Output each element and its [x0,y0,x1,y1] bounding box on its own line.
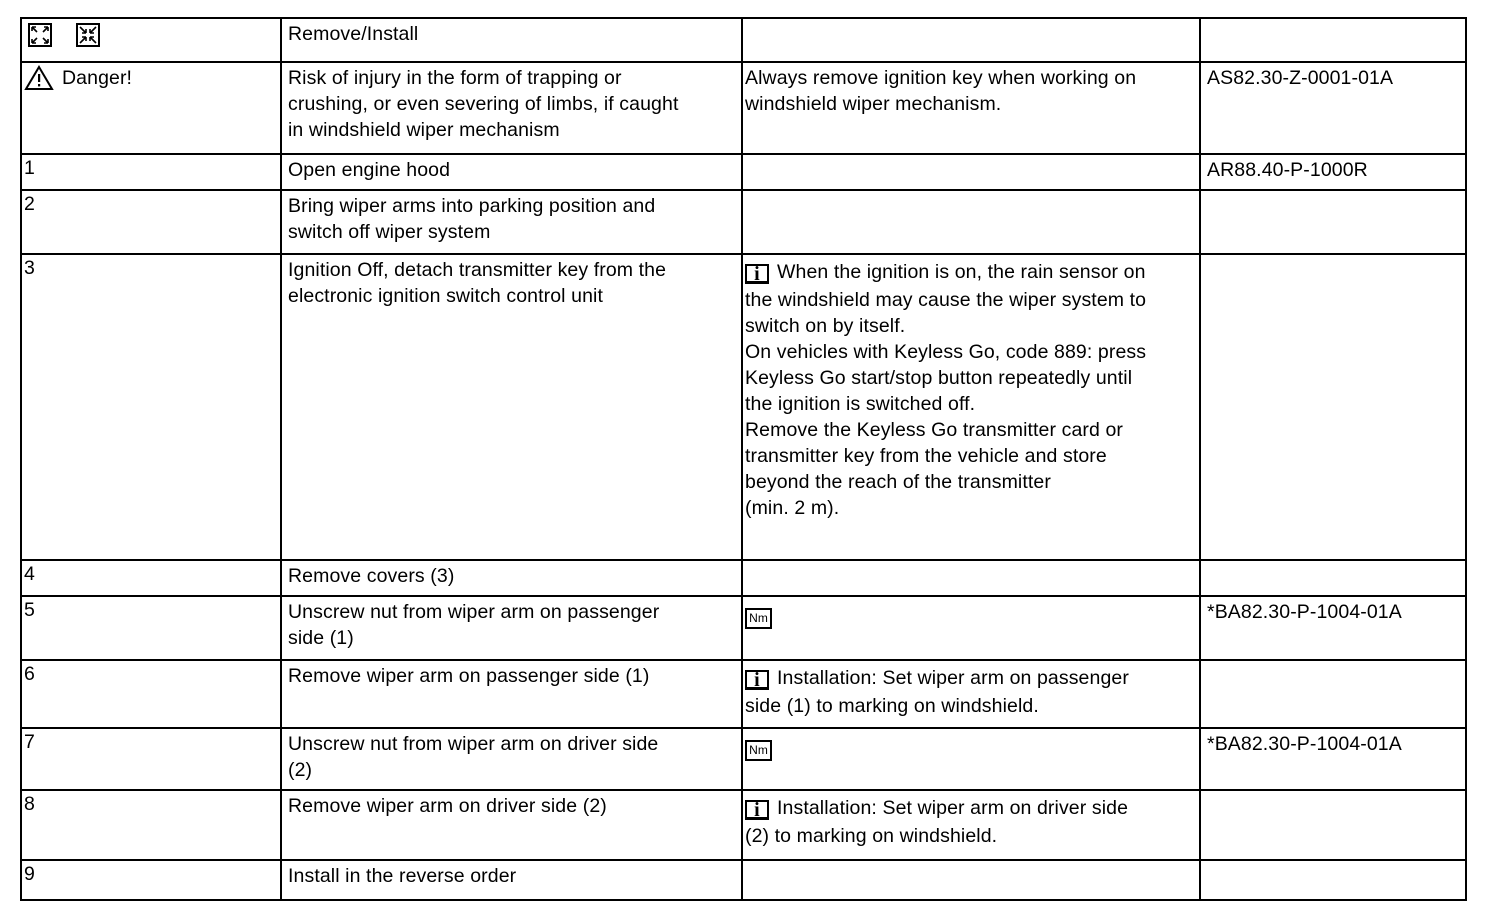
step-number: 1 [21,154,281,190]
text-line: Open engine hood [288,159,451,181]
danger-reference[interactable]: AS82.30-Z-0001-01A [1200,62,1466,154]
step-reference [1200,254,1466,560]
step-action [281,790,742,860]
step-reference [1200,660,1466,728]
text-line: Bring wiper arms into parking position and [288,195,656,217]
step-number: 9 [21,860,281,900]
danger-risk [281,62,742,154]
step-note [742,860,1200,900]
text-line: Remove wiper arm on driver side (2) [288,795,607,817]
text-line: Remove wiper arm on passenger side (1) [288,665,650,687]
text-line: switch on by itself. [745,315,906,337]
danger-row [21,62,1466,154]
step-row [21,560,1466,596]
text-line: windshield wiper mechanism. [745,93,1002,115]
step-number: 8 [21,790,281,860]
text-line: Remove the Keyless Go transmitter card or [745,419,1123,441]
step-note [742,190,1200,254]
text-line: beyond the reach of the transmitter [745,471,1051,493]
step-reference [1200,790,1466,860]
text-line: side (1) [288,627,354,649]
step-reference [1200,560,1466,596]
text-line: transmitter key from the vehicle and store [745,445,1107,467]
step-row [21,154,1466,190]
step-note [742,560,1200,596]
step-note [742,790,1200,860]
step-row [21,254,1466,560]
step-action [281,596,742,660]
step-action [281,154,742,190]
step-action [281,560,742,596]
step-note [742,596,1200,660]
text-line: (2) [288,759,313,781]
text-line: Ignition Off, detach transmitter key from the [288,259,667,281]
text-line: Always remove ignition key when working on [745,67,1137,89]
text-line: (2) to marking on windshield. [745,825,998,847]
view-icons-cell [21,18,281,62]
text-line: Unscrew nut from wiper arm on passenger [288,601,660,623]
torque-nm-icon[interactable]: Nm [745,740,772,761]
step-reference [1200,190,1466,254]
step-action [281,860,742,900]
step-number: 6 [21,660,281,728]
text-line: Installation: Set wiper arm on passenger [777,667,1129,689]
text-line: Install in the reverse order [288,865,517,887]
step-row [21,790,1466,860]
note-first-line [745,793,1195,823]
warning-triangle-icon [24,65,54,91]
info-icon: i [745,800,769,820]
text-line: crushing, or even severing of limbs, if caught [288,93,679,115]
torque-nm-icon[interactable]: Nm [745,608,772,629]
step-number: 5 [21,596,281,660]
step-action [281,728,742,790]
text-line: (min. 2 m). [745,497,840,519]
step-reference[interactable]: AR88.40-P-1000R [1200,154,1466,190]
text-line: the windshield may cause the wiper system to [745,289,1147,311]
step-action [281,660,742,728]
text-line: the ignition is switched off. [745,393,976,415]
info-icon: i [745,264,769,284]
collapse-arrows-icon[interactable] [76,23,100,47]
text-line: electronic ignition switch control unit [288,285,603,307]
step-reference[interactable]: *BA82.30-P-1004-01A [1200,596,1466,660]
text-line: Installation: Set wiper arm on driver side [777,797,1129,819]
step-row [21,660,1466,728]
header-note [742,18,1200,62]
note-first-line [745,257,1195,287]
expand-arrows-icon[interactable] [28,23,52,47]
text-line: switch off wiper system [288,221,491,243]
step-reference[interactable]: *BA82.30-P-1004-01A [1200,728,1466,790]
header-row [21,18,1466,62]
step-note [742,154,1200,190]
step-row [21,190,1466,254]
step-row [21,728,1466,790]
step-note [742,254,1200,560]
step-note [742,660,1200,728]
text-line: Keyless Go start/stop button repeatedly until [745,367,1133,389]
step-reference [1200,860,1466,900]
header-action: Remove/Install [281,18,742,62]
text-line: in windshield wiper mechanism [288,119,560,141]
danger-measure [742,62,1200,154]
text-line: Risk of injury in the form of trapping or [288,67,622,89]
step-number: 2 [21,190,281,254]
info-icon: i [745,670,769,690]
step-row [21,860,1466,900]
procedure-table [20,17,1467,901]
step-note [742,728,1200,790]
text-line: Remove covers (3) [288,565,455,587]
step-number: 3 [21,254,281,560]
text-line: On vehicles with Keyless Go, code 889: press [745,341,1147,363]
step-row [21,596,1466,660]
text-line: Unscrew nut from wiper arm on driver side [288,733,659,755]
text-line: When the ignition is on, the rain sensor on [777,261,1146,283]
danger-label: Danger! [62,67,133,89]
text-line: side (1) to marking on windshield. [745,695,1039,717]
step-number: 7 [21,728,281,790]
header-reference [1200,18,1466,62]
note-first-line [745,663,1195,693]
step-number: 4 [21,560,281,596]
danger-cell [21,62,281,154]
step-action [281,254,742,560]
step-action [281,190,742,254]
